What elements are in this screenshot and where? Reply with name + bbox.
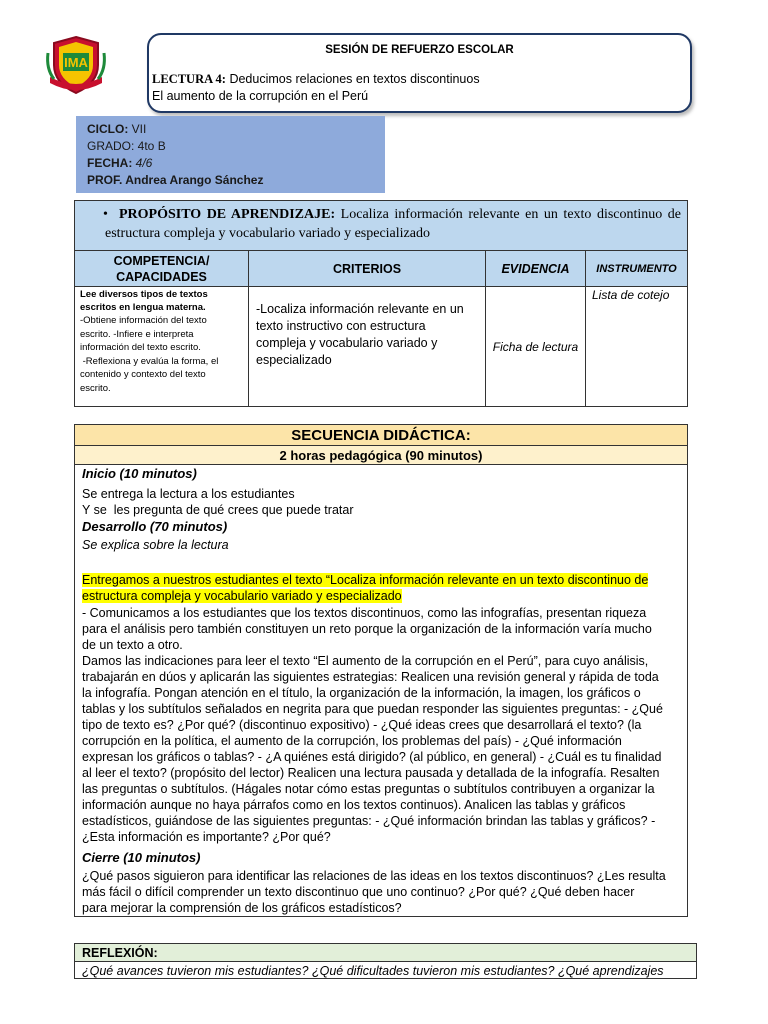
proposito-label: PROPÓSITO DE APRENDIZAJE: xyxy=(118,207,336,222)
class-info-box xyxy=(76,116,385,193)
header-evidencia: EVIDENCIA xyxy=(486,251,586,287)
competencia-item: escrito. -Infiere e interpreta xyxy=(80,328,194,340)
cierre-heading: Cierre (10 minutos) xyxy=(82,850,201,865)
criterios-cell: -Localiza información relevante en un texto instructivo con estructura compleja y vocabulario variado y especializado xyxy=(249,287,486,407)
school-logo xyxy=(44,33,108,97)
secuencia-duration: 2 horas pedagógica (90 minutos) xyxy=(75,446,687,465)
reflexion-title: REFLEXIÓN: xyxy=(75,944,696,962)
inicio-heading: Inicio (10 minutos) xyxy=(82,466,197,481)
competencia-item: -Reflexiona y evalúa la forma, el xyxy=(80,355,219,367)
session-title: SESIÓN DE REFUERZO ESCOLAR xyxy=(325,44,514,56)
desarrollo-heading: Desarrollo (70 minutos) xyxy=(82,519,228,534)
competencia-item: información del texto escrito. xyxy=(80,342,201,354)
competencia-item: contenido y contexto del texto xyxy=(80,369,206,381)
proposito-row xyxy=(74,200,688,251)
ciclo-line xyxy=(87,121,385,138)
body-line: las preguntas o subtítulos. (Hágales notar cómo estas preguntas o subtítulos contribuyen a organizar la xyxy=(82,782,655,796)
body-line: expresan los gráficos o tablas? - ¿A quiénes está dirigido? (al público, en general) - ¿Cuál es tu finalidad xyxy=(82,750,662,764)
inicio-line: Se entrega la lectura a los estudiantes xyxy=(82,487,295,501)
reflexion-table xyxy=(74,943,697,979)
evidencia-cell: Ficha de lectura xyxy=(486,287,586,407)
fecha-line xyxy=(87,155,385,172)
header-competencia: COMPETENCIA/ CAPACIDADES xyxy=(75,251,249,287)
proposito-body: Localiza información relevante en un texto discontinuo de estructura compleja y vocabulario variado y especializado xyxy=(105,207,682,241)
body-line: tipo de texto es? ¿Por qué? (discontinuo expositivo) - ¿Qué ideas crees que desarrollará el texto? (la xyxy=(82,718,642,732)
highlight-line: Entregamos a nuestros estudiantes el texto “Localiza información relevante en un texto discontinuo de xyxy=(82,573,649,587)
reflexion-text: ¿Qué avances tuvieron mis estudiantes? ¿Qué dificultades tuvieron mis estudiantes? ¿Qué aprendizajes xyxy=(82,964,664,978)
body-line: la infografía. Pongan atención en el título, la organización de la información, la imagen, los gráficos o xyxy=(82,686,641,700)
body-line: Damos las indicaciones para leer el texto “El aumento de la corrupción en el Perú”, para cuyo análisis, xyxy=(82,654,649,668)
highlight-line: estructura compleja y vocabulario variado y especializado xyxy=(82,589,402,603)
desarrollo-intro: Se explica sobre la lectura xyxy=(82,538,229,552)
competencia-list xyxy=(80,314,243,396)
body-line: estadísticos, guiándose de las siguientes preguntas: - ¿Qué información brindan las tablas y gráficos? - xyxy=(82,814,656,828)
cierre-line: más fácil o difícil comprender un texto discontinuo que uno continuo? ¿Por qué? ¿Qué deben hacer xyxy=(82,885,635,899)
body-line: de un texto a otro. xyxy=(82,638,183,652)
session-header xyxy=(147,33,692,113)
competence-table xyxy=(74,250,688,407)
body-line: corrupción en la política, el aumento de la corrupción, los problemas del país) - ¿Qué información xyxy=(82,734,622,748)
cierre-line: para mejorar la comprensión de los gráficos estadísticos? xyxy=(82,901,402,915)
grado-line: GRADO: 4to B xyxy=(87,139,166,153)
inicio-line: Y se les pregunta de qué crees que puede tratar xyxy=(82,503,354,517)
fecha-value: 4/6 xyxy=(135,156,153,170)
secuencia-title: SECUENCIA DIDÁCTICA: xyxy=(75,425,687,446)
body-line: trabajarán en dúos y aplicarán las siguientes estrategias: Realicen una revisión general y rápida de toda xyxy=(82,670,659,684)
header-instrumento: INSTRUMENTO xyxy=(586,251,687,287)
cierre-line: ¿Qué pasos siguieron para identificar las relaciones de las ideas en los textos discontinuos? ¿Les resulta xyxy=(82,869,666,883)
body-line: ¿Esta información es importante? ¿Por qué? xyxy=(82,830,331,844)
prof-line: PROF. Andrea Arango Sánchez xyxy=(87,173,264,187)
secuencia-table xyxy=(74,424,688,917)
lectura-line xyxy=(152,72,480,87)
ciclo-value: VII xyxy=(131,122,147,136)
body-line: para el análisis pero también constituyen un reto porque la organización de la información varía mucho xyxy=(82,622,652,636)
lectura-label: LECTURA 4: xyxy=(152,72,226,86)
competencia-item: escrito. xyxy=(80,382,111,394)
competencia-cell xyxy=(75,287,249,407)
body-line: - Comunicamos a los estudiantes que los textos discontinuos, como las infografías, presentan riqueza xyxy=(82,606,647,620)
lectura-text: Deducimos relaciones en textos discontinuos xyxy=(229,72,480,86)
body-line: información aunque no haya párrafos como en los textos continuos). Analicen las tablas y gráficos xyxy=(82,798,626,812)
lectura-subtitle: El aumento de la corrupción en el Perú xyxy=(152,89,369,103)
instrumento-cell: Lista de cotejo xyxy=(592,288,670,302)
body-line: al leer el texto? (propósito del lector) Realicen una lectura pausada y detallada de la infografía. Resalten xyxy=(82,766,660,780)
competencia-item: -Obtiene información del texto xyxy=(80,315,207,326)
proposito-text: • PROPÓSITO DE APRENDIZAJE: Localiza información relevante en un texto discontinuo de estructura compleja y vocabulario variado y especializado xyxy=(103,207,682,241)
header-criterios: CRITERIOS xyxy=(249,251,486,287)
ciclo-label: CICLO: xyxy=(87,122,129,136)
svg-text:IMA: IMA xyxy=(64,55,88,70)
fecha-label: FECHA: xyxy=(87,156,133,170)
body-line: tablas y los subtítulos señalados en negrita para que puedan responder las siguientes preguntas: - ¿Qué xyxy=(82,702,663,716)
competencia-title: Lee diversos tipos de textos escritos en lengua materna. xyxy=(80,289,208,313)
